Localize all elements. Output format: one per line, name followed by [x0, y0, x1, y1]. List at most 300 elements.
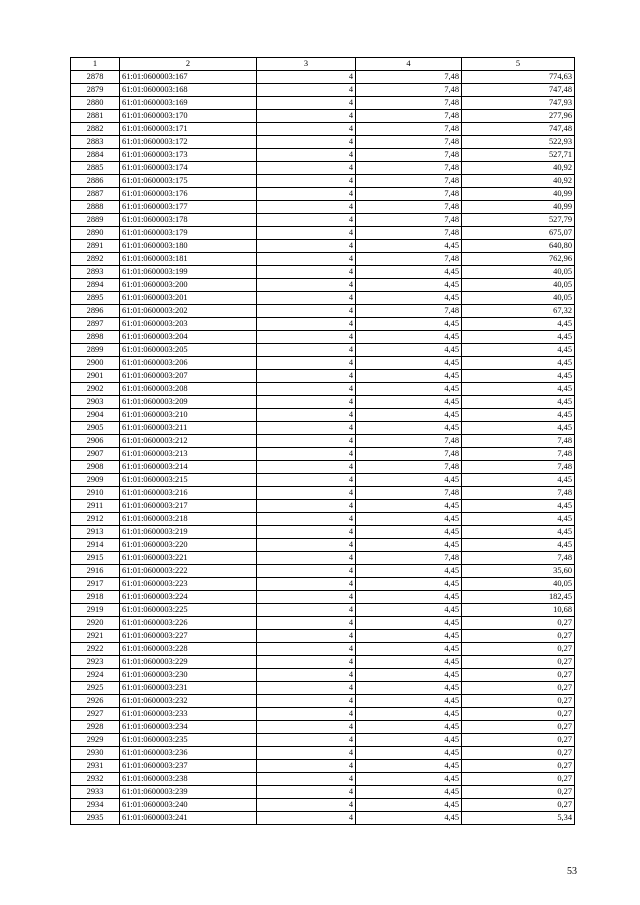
table-row	[71, 396, 575, 409]
cadastral-number-cell: 61:01:0600003:233	[120, 708, 257, 721]
row-number-cell: 2927	[71, 708, 120, 721]
category-cell: 4	[257, 539, 356, 552]
category-cell: 4	[257, 461, 356, 474]
category-cell: 4	[257, 734, 356, 747]
rate-cell: 4,45	[356, 474, 462, 487]
category-cell: 4	[257, 552, 356, 565]
rate-cell: 7,48	[356, 97, 462, 110]
category-cell: 4	[257, 409, 356, 422]
category-cell: 4	[257, 97, 356, 110]
row-number-cell: 2880	[71, 97, 120, 110]
row-number-cell: 2879	[71, 84, 120, 97]
table-row	[71, 279, 575, 292]
row-number-cell: 2888	[71, 201, 120, 214]
row-number-cell: 2900	[71, 357, 120, 370]
category-cell: 4	[257, 149, 356, 162]
rate-cell: 7,48	[356, 84, 462, 97]
rate-cell: 4,45	[356, 669, 462, 682]
rate-cell: 4,45	[356, 500, 462, 513]
value-cell: 4,45	[462, 331, 575, 344]
table-row	[71, 526, 575, 539]
value-cell: 4,45	[462, 474, 575, 487]
value-cell: 40,92	[462, 162, 575, 175]
cadastral-number-cell: 61:01:0600003:175	[120, 175, 257, 188]
value-cell: 7,48	[462, 435, 575, 448]
table-row	[71, 448, 575, 461]
category-cell: 4	[257, 591, 356, 604]
cadastral-number-cell: 61:01:0600003:208	[120, 383, 257, 396]
row-number-cell: 2905	[71, 422, 120, 435]
row-number-cell: 2917	[71, 578, 120, 591]
value-cell: 7,48	[462, 448, 575, 461]
cadastral-number-cell: 61:01:0600003:210	[120, 409, 257, 422]
rate-cell: 7,48	[356, 227, 462, 240]
table-row	[71, 305, 575, 318]
category-cell: 4	[257, 721, 356, 734]
row-number-cell: 2884	[71, 149, 120, 162]
table-row	[71, 656, 575, 669]
rate-cell: 4,45	[356, 682, 462, 695]
row-number-cell: 2903	[71, 396, 120, 409]
value-cell: 0,27	[462, 643, 575, 656]
cadastral-number-cell: 61:01:0600003:177	[120, 201, 257, 214]
value-cell: 4,45	[462, 396, 575, 409]
category-cell: 4	[257, 513, 356, 526]
cadastral-number-cell: 61:01:0600003:212	[120, 435, 257, 448]
rate-cell: 7,48	[356, 110, 462, 123]
rate-cell: 4,45	[356, 370, 462, 383]
rate-cell: 7,48	[356, 435, 462, 448]
table-row	[71, 812, 575, 825]
category-cell: 4	[257, 435, 356, 448]
category-cell: 4	[257, 799, 356, 812]
cadastral-number-cell: 61:01:0600003:171	[120, 123, 257, 136]
row-number-cell: 2928	[71, 721, 120, 734]
value-cell: 527,71	[462, 149, 575, 162]
category-cell: 4	[257, 656, 356, 669]
row-number-cell: 2916	[71, 565, 120, 578]
value-cell: 4,45	[462, 422, 575, 435]
category-cell: 4	[257, 253, 356, 266]
rate-cell: 4,45	[356, 409, 462, 422]
cadastral-number-cell: 61:01:0600003:227	[120, 630, 257, 643]
row-number-cell: 2935	[71, 812, 120, 825]
row-number-cell: 2908	[71, 461, 120, 474]
row-number-cell: 2896	[71, 305, 120, 318]
table-row	[71, 487, 575, 500]
table-row	[71, 565, 575, 578]
cadastral-number-cell: 61:01:0600003:180	[120, 240, 257, 253]
cadastral-number-cell: 61:01:0600003:181	[120, 253, 257, 266]
table-row	[71, 747, 575, 760]
table-row	[71, 695, 575, 708]
table-row	[71, 175, 575, 188]
value-cell: 40,05	[462, 578, 575, 591]
cadastral-number-cell: 61:01:0600003:172	[120, 136, 257, 149]
row-number-cell: 2890	[71, 227, 120, 240]
cadastral-number-cell: 61:01:0600003:234	[120, 721, 257, 734]
category-cell: 4	[257, 110, 356, 123]
rate-cell: 4,45	[356, 318, 462, 331]
category-cell: 4	[257, 773, 356, 786]
table-row	[71, 240, 575, 253]
value-cell: 0,27	[462, 630, 575, 643]
row-number-cell: 2889	[71, 214, 120, 227]
rate-cell: 4,45	[356, 240, 462, 253]
category-cell: 4	[257, 643, 356, 656]
value-cell: 40,05	[462, 292, 575, 305]
cadastral-number-cell: 61:01:0600003:221	[120, 552, 257, 565]
row-number-cell: 2926	[71, 695, 120, 708]
row-number-cell: 2894	[71, 279, 120, 292]
row-number-cell: 2918	[71, 591, 120, 604]
row-number-cell: 2906	[71, 435, 120, 448]
rate-cell: 4,45	[356, 630, 462, 643]
value-cell: 747,93	[462, 97, 575, 110]
table-row	[71, 318, 575, 331]
rate-cell: 7,48	[356, 201, 462, 214]
rate-cell: 4,45	[356, 266, 462, 279]
rate-cell: 7,48	[356, 188, 462, 201]
table-row	[71, 539, 575, 552]
table-row	[71, 344, 575, 357]
row-number-cell: 2910	[71, 487, 120, 500]
value-cell: 0,27	[462, 747, 575, 760]
category-cell: 4	[257, 747, 356, 760]
row-number-cell: 2930	[71, 747, 120, 760]
rate-cell: 4,45	[356, 773, 462, 786]
cadastral-number-cell: 61:01:0600003:239	[120, 786, 257, 799]
category-cell: 4	[257, 396, 356, 409]
category-cell: 4	[257, 201, 356, 214]
category-cell: 4	[257, 708, 356, 721]
table-row	[71, 227, 575, 240]
category-cell: 4	[257, 669, 356, 682]
value-cell: 0,27	[462, 734, 575, 747]
rate-cell: 4,45	[356, 357, 462, 370]
cadastral-number-cell: 61:01:0600003:226	[120, 617, 257, 630]
value-cell: 40,92	[462, 175, 575, 188]
parcel-table	[70, 57, 575, 825]
table-row	[71, 552, 575, 565]
table-row	[71, 97, 575, 110]
cadastral-number-cell: 61:01:0600003:228	[120, 643, 257, 656]
category-cell: 4	[257, 162, 356, 175]
table-row	[71, 162, 575, 175]
rate-cell: 4,45	[356, 812, 462, 825]
cadastral-number-cell: 61:01:0600003:238	[120, 773, 257, 786]
row-number-cell: 2922	[71, 643, 120, 656]
rate-cell: 4,45	[356, 331, 462, 344]
table-row	[71, 149, 575, 162]
value-cell: 0,27	[462, 656, 575, 669]
table-row	[71, 617, 575, 630]
table-body	[71, 71, 575, 825]
value-cell: 0,27	[462, 695, 575, 708]
value-cell: 4,45	[462, 526, 575, 539]
cadastral-number-cell: 61:01:0600003:209	[120, 396, 257, 409]
table-row	[71, 578, 575, 591]
value-cell: 67,32	[462, 305, 575, 318]
value-cell: 5,34	[462, 812, 575, 825]
rate-cell: 4,45	[356, 604, 462, 617]
cadastral-number-cell: 61:01:0600003:220	[120, 539, 257, 552]
cadastral-number-cell: 61:01:0600003:207	[120, 370, 257, 383]
category-cell: 4	[257, 526, 356, 539]
category-cell: 4	[257, 305, 356, 318]
cadastral-number-cell: 61:01:0600003:214	[120, 461, 257, 474]
value-cell: 7,48	[462, 487, 575, 500]
cadastral-number-cell: 61:01:0600003:204	[120, 331, 257, 344]
rate-cell: 4,45	[356, 747, 462, 760]
table-row	[71, 136, 575, 149]
cadastral-number-cell: 61:01:0600003:224	[120, 591, 257, 604]
rate-cell: 7,48	[356, 214, 462, 227]
category-cell: 4	[257, 344, 356, 357]
cadastral-number-cell: 61:01:0600003:176	[120, 188, 257, 201]
table-row	[71, 500, 575, 513]
value-cell: 40,99	[462, 188, 575, 201]
rate-cell: 7,48	[356, 461, 462, 474]
category-cell: 4	[257, 84, 356, 97]
value-cell: 747,48	[462, 123, 575, 136]
cadastral-number-cell: 61:01:0600003:200	[120, 279, 257, 292]
cadastral-number-cell: 61:01:0600003:223	[120, 578, 257, 591]
value-cell: 0,27	[462, 682, 575, 695]
table-row	[71, 435, 575, 448]
category-cell: 4	[257, 136, 356, 149]
row-number-cell: 2904	[71, 409, 120, 422]
value-cell: 4,45	[462, 318, 575, 331]
cadastral-number-cell: 61:01:0600003:178	[120, 214, 257, 227]
row-number-cell: 2931	[71, 760, 120, 773]
cadastral-number-cell: 61:01:0600003:237	[120, 760, 257, 773]
category-cell: 4	[257, 565, 356, 578]
cadastral-number-cell: 61:01:0600003:217	[120, 500, 257, 513]
table-row	[71, 760, 575, 773]
value-cell: 0,27	[462, 708, 575, 721]
rate-cell: 4,45	[356, 617, 462, 630]
rate-cell: 4,45	[356, 292, 462, 305]
rate-cell: 4,45	[356, 760, 462, 773]
value-cell: 774,63	[462, 71, 575, 84]
row-number-cell: 2895	[71, 292, 120, 305]
table-row	[71, 630, 575, 643]
row-number-cell: 2919	[71, 604, 120, 617]
header-col-5: 5	[462, 58, 575, 71]
rate-cell: 4,45	[356, 643, 462, 656]
rate-cell: 4,45	[356, 383, 462, 396]
header-col-2: 2	[120, 58, 257, 71]
category-cell: 4	[257, 630, 356, 643]
rate-cell: 4,45	[356, 422, 462, 435]
value-cell: 40,99	[462, 201, 575, 214]
table-row	[71, 84, 575, 97]
table-row	[71, 461, 575, 474]
rate-cell: 7,48	[356, 123, 462, 136]
row-number-cell: 2901	[71, 370, 120, 383]
value-cell: 675,07	[462, 227, 575, 240]
cadastral-number-cell: 61:01:0600003:216	[120, 487, 257, 500]
row-number-cell: 2899	[71, 344, 120, 357]
category-cell: 4	[257, 760, 356, 773]
value-cell: 0,27	[462, 617, 575, 630]
row-number-cell: 2892	[71, 253, 120, 266]
value-cell: 4,45	[462, 383, 575, 396]
cadastral-number-cell: 61:01:0600003:202	[120, 305, 257, 318]
category-cell: 4	[257, 266, 356, 279]
row-number-cell: 2934	[71, 799, 120, 812]
rate-cell: 4,45	[356, 695, 462, 708]
row-number-cell: 2893	[71, 266, 120, 279]
value-cell: 527,79	[462, 214, 575, 227]
category-cell: 4	[257, 188, 356, 201]
table-row	[71, 123, 575, 136]
value-cell: 0,27	[462, 669, 575, 682]
rate-cell: 4,45	[356, 708, 462, 721]
cadastral-number-cell: 61:01:0600003:168	[120, 84, 257, 97]
value-cell: 40,05	[462, 266, 575, 279]
rate-cell: 4,45	[356, 786, 462, 799]
cadastral-number-cell: 61:01:0600003:241	[120, 812, 257, 825]
cadastral-number-cell: 61:01:0600003:232	[120, 695, 257, 708]
rate-cell: 4,45	[356, 539, 462, 552]
table-row	[71, 773, 575, 786]
row-number-cell: 2920	[71, 617, 120, 630]
value-cell: 4,45	[462, 500, 575, 513]
table-row	[71, 786, 575, 799]
row-number-cell: 2885	[71, 162, 120, 175]
value-cell: 4,45	[462, 344, 575, 357]
value-cell: 762,96	[462, 253, 575, 266]
category-cell: 4	[257, 682, 356, 695]
cadastral-number-cell: 61:01:0600003:218	[120, 513, 257, 526]
cadastral-number-cell: 61:01:0600003:169	[120, 97, 257, 110]
category-cell: 4	[257, 240, 356, 253]
rate-cell: 7,48	[356, 305, 462, 318]
cadastral-number-cell: 61:01:0600003:240	[120, 799, 257, 812]
table-row	[71, 422, 575, 435]
value-cell: 0,27	[462, 799, 575, 812]
cadastral-number-cell: 61:01:0600003:213	[120, 448, 257, 461]
row-number-cell: 2878	[71, 71, 120, 84]
rate-cell: 7,48	[356, 253, 462, 266]
row-number-cell: 2907	[71, 448, 120, 461]
table-row	[71, 474, 575, 487]
cadastral-number-cell: 61:01:0600003:231	[120, 682, 257, 695]
row-number-cell: 2897	[71, 318, 120, 331]
cadastral-number-cell: 61:01:0600003:215	[120, 474, 257, 487]
value-cell: 0,27	[462, 721, 575, 734]
row-number-cell: 2915	[71, 552, 120, 565]
table-row	[71, 409, 575, 422]
category-cell: 4	[257, 71, 356, 84]
category-cell: 4	[257, 448, 356, 461]
rate-cell: 4,45	[356, 344, 462, 357]
value-cell: 4,45	[462, 370, 575, 383]
rate-cell: 7,48	[356, 487, 462, 500]
table-row	[71, 331, 575, 344]
rate-cell: 4,45	[356, 526, 462, 539]
value-cell: 0,27	[462, 773, 575, 786]
rate-cell: 7,48	[356, 175, 462, 188]
rate-cell: 4,45	[356, 578, 462, 591]
cadastral-number-cell: 61:01:0600003:211	[120, 422, 257, 435]
row-number-cell: 2921	[71, 630, 120, 643]
category-cell: 4	[257, 357, 356, 370]
category-cell: 4	[257, 422, 356, 435]
value-cell: 7,48	[462, 461, 575, 474]
cadastral-number-cell: 61:01:0600003:236	[120, 747, 257, 760]
row-number-cell: 2914	[71, 539, 120, 552]
value-cell: 747,48	[462, 84, 575, 97]
row-number-cell: 2887	[71, 188, 120, 201]
row-number-cell: 2924	[71, 669, 120, 682]
header-col-1: 1	[71, 58, 120, 71]
table-row	[71, 708, 575, 721]
rate-cell: 7,48	[356, 552, 462, 565]
category-cell: 4	[257, 578, 356, 591]
category-cell: 4	[257, 812, 356, 825]
row-number-cell: 2911	[71, 500, 120, 513]
table-row	[71, 669, 575, 682]
cadastral-number-cell: 61:01:0600003:225	[120, 604, 257, 617]
table-row	[71, 604, 575, 617]
table-row	[71, 682, 575, 695]
row-number-cell: 2898	[71, 331, 120, 344]
table-row	[71, 591, 575, 604]
row-number-cell: 2913	[71, 526, 120, 539]
category-cell: 4	[257, 318, 356, 331]
table-row	[71, 643, 575, 656]
rate-cell: 4,45	[356, 721, 462, 734]
rate-cell: 7,48	[356, 448, 462, 461]
rate-cell: 7,48	[356, 149, 462, 162]
row-number-cell: 2912	[71, 513, 120, 526]
value-cell: 182,45	[462, 591, 575, 604]
row-number-cell: 2882	[71, 123, 120, 136]
table-row	[71, 799, 575, 812]
value-cell: 4,45	[462, 409, 575, 422]
table-row	[71, 370, 575, 383]
table-header	[71, 58, 575, 71]
cadastral-number-cell: 61:01:0600003:235	[120, 734, 257, 747]
row-number-cell: 2929	[71, 734, 120, 747]
cadastral-number-cell: 61:01:0600003:205	[120, 344, 257, 357]
cadastral-number-cell: 61:01:0600003:201	[120, 292, 257, 305]
category-cell: 4	[257, 487, 356, 500]
value-cell: 4,45	[462, 357, 575, 370]
rate-cell: 4,45	[356, 656, 462, 669]
rate-cell: 4,45	[356, 396, 462, 409]
table-row	[71, 188, 575, 201]
value-cell: 522,93	[462, 136, 575, 149]
category-cell: 4	[257, 617, 356, 630]
rate-cell: 4,45	[356, 591, 462, 604]
category-cell: 4	[257, 786, 356, 799]
rate-cell: 4,45	[356, 734, 462, 747]
cadastral-number-cell: 61:01:0600003:179	[120, 227, 257, 240]
rate-cell: 7,48	[356, 162, 462, 175]
row-number-cell: 2925	[71, 682, 120, 695]
rate-cell: 4,45	[356, 513, 462, 526]
row-number-cell: 2933	[71, 786, 120, 799]
category-cell: 4	[257, 123, 356, 136]
header-row	[71, 58, 575, 71]
row-number-cell: 2891	[71, 240, 120, 253]
value-cell: 40,05	[462, 279, 575, 292]
cadastral-number-cell: 61:01:0600003:222	[120, 565, 257, 578]
